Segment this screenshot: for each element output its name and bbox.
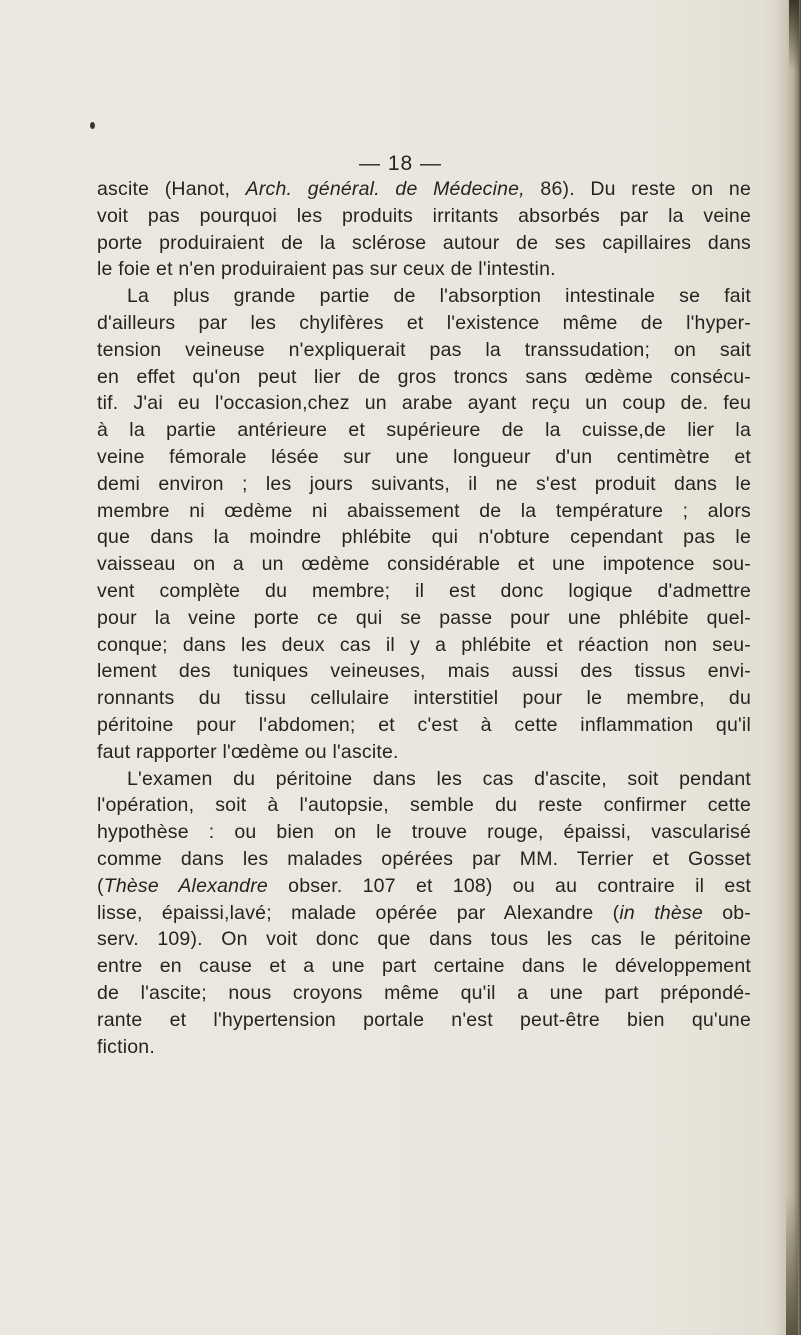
text-line-22: faut rapporter l'œdème ou l'ascite.: [97, 740, 399, 763]
page-number: — 18 —: [358, 152, 443, 175]
text-line-3: porte produiraient de la sclérose autour de ses capillaires dans: [97, 231, 751, 254]
text-line-11: veine fémorale lésée sur une longueur d'un centimètre et: [97, 445, 751, 468]
text-line-4: le foie et n'en produiraient pas sur ceux de l'intestin.: [97, 258, 556, 281]
text-line-27: [97, 873, 751, 900]
text-line-30: entre en cause et a une part certaine dans le développement: [97, 955, 751, 978]
text-line-8: en effet qu'on peut lier de gros troncs sans œdème consécu-: [97, 365, 751, 388]
body-text: [97, 176, 751, 1060]
text-line-24: l'opération, soit à l'autopsie, semble du reste confirmer cette: [97, 794, 751, 817]
text-line-10: à la partie antérieure et supérieure de la cuisse,de lier la: [97, 419, 751, 442]
in-thesis-citation: in thèse: [619, 901, 703, 924]
thesis-citation: Thèse Alexandre: [103, 874, 268, 897]
journal-citation: Arch. général. de Médecine,: [245, 178, 525, 200]
text-line-32: rante et l'hypertension portale n'est peut-être bien qu'une: [97, 1008, 751, 1031]
text-line-5: La plus grande partie de l'absorption intestinale se fait: [127, 285, 751, 308]
page-edge-shadow-bottom: [786, 1195, 798, 1335]
page-binding-edge: [775, 0, 801, 1335]
page-edge-shadow-top: [789, 0, 799, 70]
text-line-20: ronnants du tissu cellulaire interstitiel pour le membre, du: [97, 687, 751, 710]
text-line-6: d'ailleurs par les chylifères et l'existence même de l'hyper-: [97, 311, 751, 334]
text-line-14: que dans la moindre phlébite qui n'obture cependant pas le: [97, 526, 751, 549]
text-line-1-part-a: ascite (Hanot,: [97, 178, 246, 200]
ink-speck: [90, 122, 95, 129]
text-line-2: voit pas pourquoi les produits irritants absorbés par la veine: [97, 204, 751, 227]
text-line-1-part-c: 86). Du reste on ne: [524, 178, 751, 200]
text-line-23: L'examen du péritoine dans les cas d'ascite, soit pendant: [127, 767, 751, 790]
text-line-18: conque; dans les deux cas il y a phlébite et réaction non seu-: [97, 633, 751, 656]
text-line-13: membre ni œdème ni abaissement de la température ; alors: [97, 499, 751, 522]
text-line-27-part-c: obser. 107 et 108) ou au contraire il est: [267, 874, 752, 897]
text-line-16: vent complète du membre; il est donc logique d'admettre: [97, 579, 751, 602]
text-line-1: [97, 176, 751, 203]
text-line-19: lement des tuniques veineuses, mais aussi des tissus envi-: [97, 660, 751, 683]
text-line-31: de l'ascite; nous croyons même qu'il a une part prépondé-: [97, 981, 751, 1004]
text-line-7: tension veineuse n'expliquerait pas la transsudation; on sait: [97, 338, 751, 361]
text-line-28-part-c: ob-: [702, 901, 751, 924]
text-line-33: fiction.: [97, 1035, 155, 1058]
text-line-28-part-a: lisse, épaissi,lavé; malade opérée par Alexandre (: [97, 901, 620, 924]
text-line-29: serv. 109). On voit donc que dans tous les cas le péritoine: [97, 928, 751, 951]
text-line-12: demi environ ; les jours suivants, il ne s'est produit dans le: [97, 472, 751, 495]
text-line-15: vaisseau on a un œdème considérable et une impotence sou-: [97, 553, 751, 576]
text-line-21: péritoine pour l'abdomen; et c'est à cette inflammation qu'il: [97, 713, 751, 736]
text-line-28: [97, 900, 751, 927]
text-line-26: comme dans les malades opérées par MM. Terrier et Gosset: [97, 847, 751, 870]
text-line-17: pour la veine porte ce qui se passe pour une phlébite quel-: [97, 606, 751, 629]
text-line-9: tif. J'ai eu l'occasion,chez un arabe ayant reçu un coup de. feu: [97, 392, 751, 415]
text-line-27-part-a: (: [97, 874, 104, 897]
text-line-25: hypothèse : ou bien on le trouve rouge, épaissi, vascularisé: [97, 821, 751, 844]
